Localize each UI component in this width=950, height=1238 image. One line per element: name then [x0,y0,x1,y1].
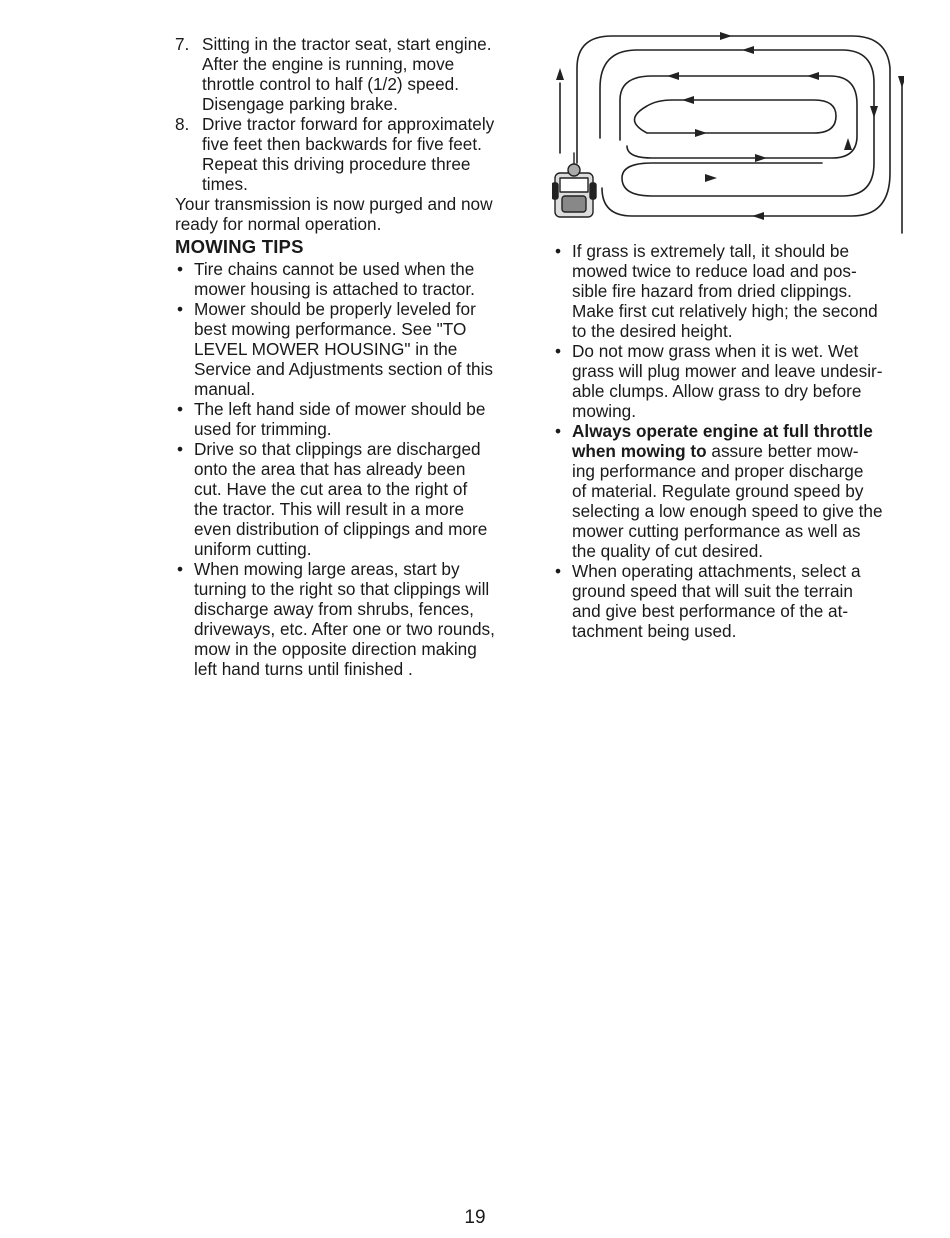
tip-line: discharge away from shrubs, fences, [194,599,474,619]
tip-line: turning to the right so that clippings will [194,579,490,599]
tip-line: and give best performance of the at- [572,601,849,621]
tip-line: When mowing large areas, start by [194,559,460,579]
tip-line: used for trimming. [194,419,332,439]
tip-large-areas [175,559,535,679]
step-line: times. [202,174,248,194]
tip-attachments [553,561,925,641]
tip-line: cut. Have the cut area to the right of [194,479,468,499]
tip-line: to the desired height. [572,321,733,341]
tip-line: LEVEL MOWER HOUSING" in the [194,339,458,359]
bullet-marker: • [555,341,562,361]
step-line: Sitting in the tractor seat, start engine. [202,34,492,54]
bullet-marker: • [555,241,562,261]
tip-line: mowing. [572,401,636,421]
tip-wet-grass [553,341,925,421]
step-8 [175,114,535,194]
tip-normal-phrase: assure better mow- [706,441,859,461]
tip-line: tachment being used. [572,621,737,641]
bullet-marker: • [555,421,562,441]
step-line: Repeat this driving procedure three [202,154,471,174]
tip-line: ground speed that will suit the terrain [572,581,853,601]
tip-line: the tractor. This will result in a more [194,499,465,519]
step-line: five feet then backwards for five feet. [202,134,482,154]
bullet-marker: • [177,299,184,319]
tip-line: ing performance and proper discharge [572,461,864,481]
tip-line: If grass is extremely tall, it should be [572,241,850,261]
bullet-marker: • [177,399,184,419]
page-number: 19 [464,1207,486,1228]
tip-line: Do not mow grass when it is wet. Wet [572,341,859,361]
tip-line: Service and Adjustments section of this [194,359,494,379]
tip-line: selecting a low enough speed to give the [572,501,883,521]
tip-line: manual. [194,379,256,399]
right-column [553,241,925,641]
tip-discharge [175,439,535,559]
tip-mixed-line [572,441,925,461]
tip-line: The left hand side of mower should be [194,399,486,419]
tip-line: able clumps. Allow grass to dry before [572,381,862,401]
step-line: Drive tractor forward for approximately [202,114,495,134]
tip-line: mower housing is attached to tractor. [194,279,475,299]
tip-line: Mower should be properly leveled for [194,299,476,319]
tip-bold-phrase: when mowing to [572,441,707,461]
tip-line: mower cutting performance as well as [572,521,861,541]
tip-tall-grass [553,241,925,341]
tip-line: best mowing performance. See "TO [194,319,467,339]
tip-line: mowed twice to reduce load and pos- [572,261,857,281]
tip-line: driveways, etc. After one or two rounds, [194,619,495,639]
step-number: 8. [175,114,190,134]
step-line: throttle control to half (1/2) speed. [202,74,459,94]
tractor-icon [552,153,596,217]
tip-full-throttle [553,421,925,561]
purge-note-line: Your transmission is now purged and now [175,194,493,214]
tip-line: onto the area that has already been [194,459,466,479]
tip-tire-chains [175,259,535,299]
step-7 [175,34,535,114]
bullet-marker: • [555,561,562,581]
tip-bold-line: Always operate engine at full throttle [572,421,873,441]
mowing-path-lines [560,36,902,233]
tip-line: sible fire hazard from dried clippings. [572,281,852,301]
purge-note [175,194,535,234]
tip-line: Drive so that clippings are discharged [194,439,481,459]
bullet-marker: • [177,439,184,459]
tip-line: even distribution of clippings and more [194,519,488,539]
tip-line: When operating attachments, select a [572,561,861,581]
tip-line: grass will plug mower and leave undesir- [572,361,883,381]
tip-line: uniform cutting. [194,539,312,559]
tip-line: Tire chains cannot be used when the [194,259,475,279]
tip-line: the quality of cut desired. [572,541,764,561]
mowing-pattern-diagram [552,28,904,238]
step-line: After the engine is running, move [202,54,455,74]
tip-line: mow in the opposite direction making [194,639,477,659]
purge-note-line: ready for normal operation. [175,214,382,234]
mowing-tips-heading: MOWING TIPS [175,236,304,257]
tip-line: left hand turns until finished . [194,659,413,679]
step-line: Disengage parking brake. [202,94,398,114]
bullet-marker: • [177,259,184,279]
tip-trimming [175,399,535,439]
step-number: 7. [175,34,190,54]
tip-line: Make first cut relatively high; the second [572,301,878,321]
left-column [175,34,535,679]
tip-line: of material. Regulate ground speed by [572,481,864,501]
tip-level-mower [175,299,535,399]
bullet-marker: • [177,559,184,579]
